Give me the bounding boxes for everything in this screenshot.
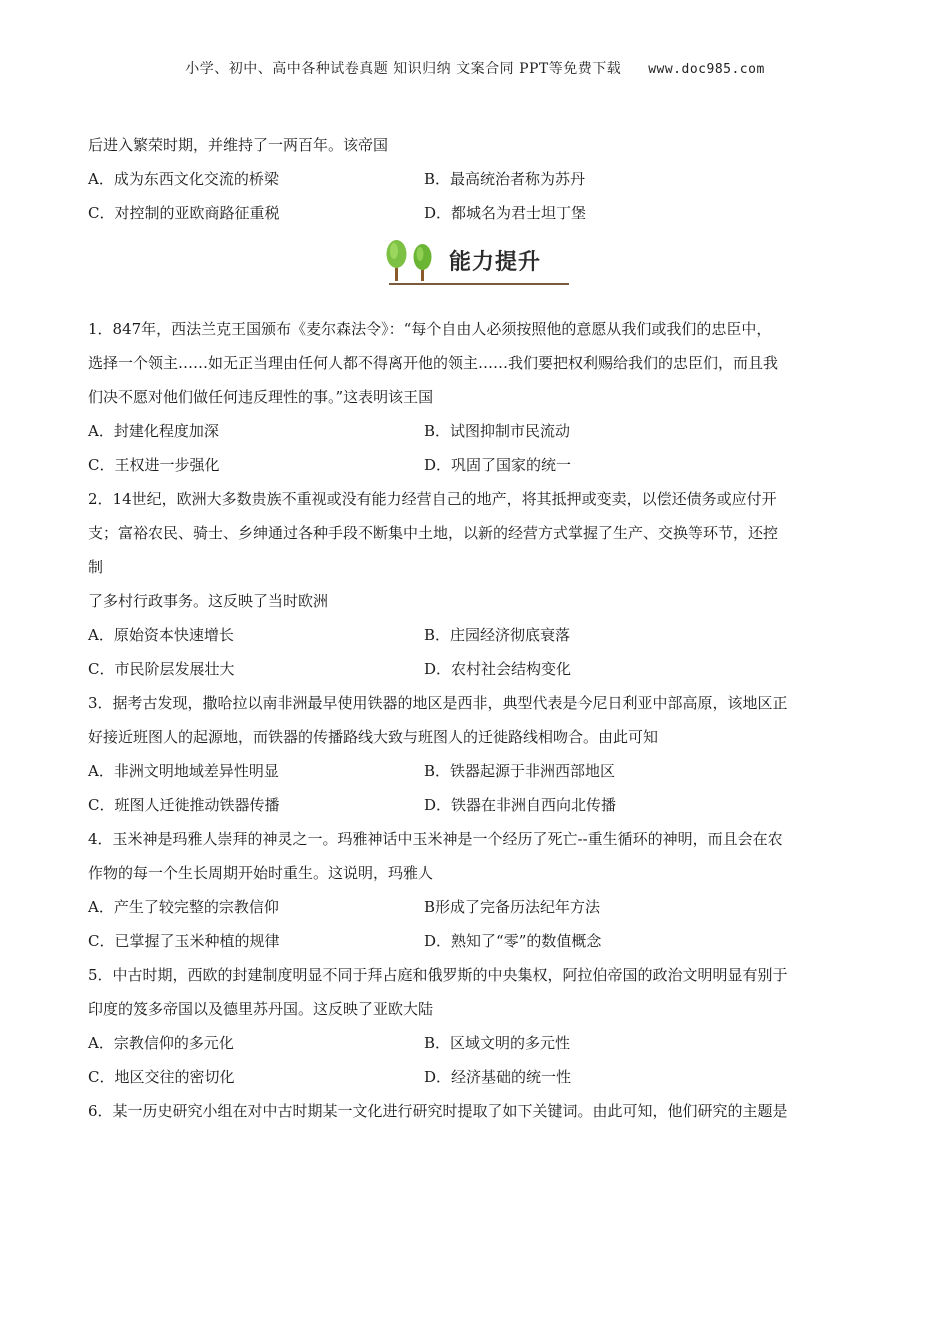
question-stem-line: 5．中古时期，西欧的封建制度明显不同于拜占庭和俄罗斯的中央集权，阿拉伯帝国的政治文明明显有别于 (88, 966, 788, 984)
option-a: A．产生了较完整的宗教信仰 (88, 898, 279, 916)
option-b: B．区域文明的多元性 (424, 1034, 571, 1052)
question-4 (88, 822, 868, 958)
option-c: C．地区交往的密切化 (88, 1068, 235, 1086)
header-text: 小学、初中、高中各种试卷真题 知识归纳 文案合同 PPT等免费下载 (185, 61, 622, 77)
option-b: B．铁器起源于非洲西部地区 (424, 762, 616, 780)
tree-icon (383, 237, 447, 287)
question-stem-line: 4．玉米神是玛雅人崇拜的神灵之一。玛雅神话中玉米神是一个经历了死亡--重生循环的神明，而且会在农 (88, 830, 783, 848)
section-underline (389, 283, 569, 285)
options-row (88, 448, 868, 482)
question-stem-line: 印度的笈多帝国以及德里苏丹国。这反映了亚欧大陆 (88, 1000, 434, 1018)
question-stem-line: 1．847年，西法兰克王国颁布《麦尔森法令》：“每个自由人必须按照他的意愿从我们或我们的忠臣中， (88, 320, 772, 338)
option-a: A．原始资本快速增长 (88, 626, 234, 644)
question-stem-line: 支；富裕农民、骑士、乡绅通过各种手段不断集中土地，以新的经营方式掌握了生产、交换等环节，还控 (88, 524, 779, 542)
options-row (88, 754, 868, 788)
options-row (88, 1060, 868, 1094)
option-c: C．已掌握了玉米种植的规律 (88, 932, 280, 950)
question-2 (88, 482, 868, 686)
option-c: C．市民阶层发展壮大 (88, 660, 235, 678)
option-b: B形成了完备历法纪年方法 (424, 898, 601, 916)
option-a: A．非洲文明地域差异性明显 (88, 762, 279, 780)
question-1 (88, 312, 868, 482)
options-row (88, 788, 868, 822)
option-d: D．巩固了国家的统一 (424, 456, 572, 474)
option-d: D．熟知了“零”的数值概念 (424, 932, 602, 950)
option-d: D．都城名为君士坦丁堡 (424, 204, 587, 222)
options-row (88, 652, 868, 686)
options-row (88, 618, 868, 652)
option-d: D．农村社会结构变化 (424, 660, 572, 678)
prev-question-options-row-1 (88, 162, 868, 196)
options-row (88, 1026, 868, 1060)
prev-question-tail: 后进入繁荣时期，并维持了一两百年。该帝国 (88, 136, 389, 154)
option-b: B．庄园经济彻底衰落 (424, 626, 571, 644)
question-stem-line: 了多村行政事务。这反映了当时欧洲 (88, 592, 329, 610)
options-row (88, 924, 868, 958)
options-row (88, 890, 868, 924)
option-c: C．班图人迁徙推动铁器传播 (88, 796, 280, 814)
question-stem-line: 制 (88, 558, 104, 576)
document-body (88, 128, 868, 1128)
question-3 (88, 686, 868, 822)
option-d: D．铁器在非洲自西向北传播 (424, 796, 617, 814)
question-stem-line: 作物的每一个生长周期开始时重生。这说明，玛雅人 (88, 864, 434, 882)
question-stem-line: 3．据考古发现，撒哈拉以南非洲最早使用铁器的地区是西非，典型代表是今尼日利亚中部高原，该地区正 (88, 694, 788, 712)
question-stem-line: 2．14世纪，欧洲大多数贵族不重视或没有能力经营自己的地产，将其抵押或变卖，以偿还债务或应付开 (88, 490, 777, 508)
question-stem-line: 选择一个领主……如无正当理由任何人都不得离开他的领主……我们要把权利赐给我们的忠臣们，而且我 (88, 354, 779, 372)
option-a: A．成为东西文化交流的桥梁 (88, 170, 279, 188)
option-b: B．最高统治者称为苏丹 (424, 170, 586, 188)
option-b: B．试图抑制市民流动 (424, 422, 571, 440)
option-c: C．王权进一步强化 (88, 456, 220, 474)
question-list (88, 312, 868, 1128)
option-d: D．经济基础的统一性 (424, 1068, 572, 1086)
option-a: A．封建化程度加深 (88, 422, 219, 440)
page-header (0, 58, 950, 78)
question-6 (88, 1094, 868, 1128)
question-stem-line: 好接近班图人的起源地，而铁器的传播路线大致与班图人的迁徙路线相吻合。由此可知 (88, 728, 659, 746)
question-stem-line: 们决不愿对他们做任何违反理性的事。”这表明该王国 (88, 388, 434, 406)
section-banner (88, 232, 868, 294)
question-5 (88, 958, 868, 1094)
question-stem-line: 6．某一历史研究小组在对中古时期某一文化进行研究时提取了如下关键词。由此可知，他们研究的主题是 (88, 1102, 788, 1120)
header-url[interactable]: www.doc985.com (648, 62, 765, 77)
options-row (88, 414, 868, 448)
section-title: 能力提升 (449, 250, 542, 275)
prev-question-options-row-2 (88, 196, 868, 230)
option-a: A．宗教信仰的多元化 (88, 1034, 234, 1052)
option-c: C．对控制的亚欧商路征重税 (88, 204, 280, 222)
